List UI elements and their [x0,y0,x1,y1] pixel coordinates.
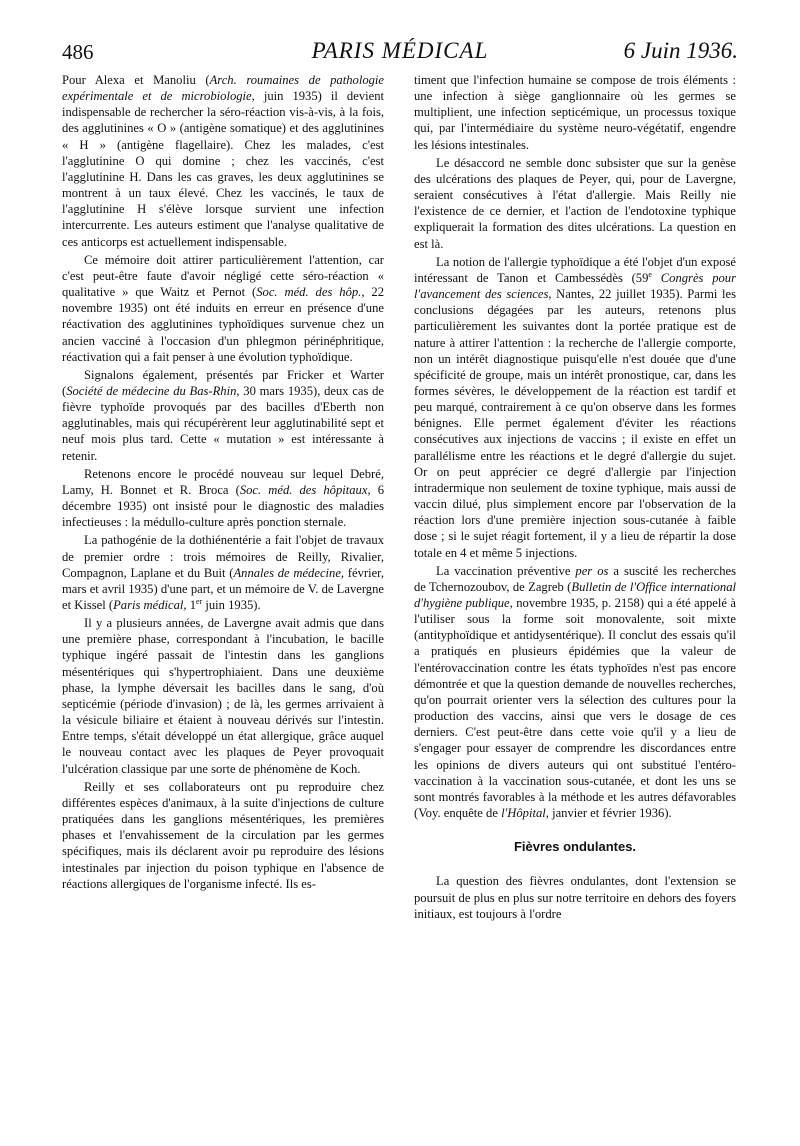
paragraph: La question des fièvres ondulantes, dont l'extension se poursuit de plus en plus sur notre territoire en dehors des foyers initiaux, est toujours à l'ordre [414,874,736,921]
paragraph: Signalons également, présentés par Fricker et Warter (Société de médecine du Bas-Rhin, 30 mars 1935), deux cas de fièvre typhoïde provoqués par des bacilles d'Eberth non agglutinables, mais qui récupérèrent leur agglutinabilité sept et neuf mois plus tard. Cette « mutation » est intéressante à retenir. [62,367,384,463]
running-title: PARIS MÉDICAL [311,38,489,63]
paragraph: timent que l'infection humaine se compose de trois éléments : une infection à siège ganglionnaire où les germes se multiplient, une infection septicémique, un processus toxique qui, par l'intermédiaire du système neuro-végétatif, engendre les lésions intestinales. [414,73,736,152]
left-column [62,72,384,894]
right-column [414,72,736,924]
issue-date: 6 Juin 1936. [623,38,738,63]
paragraph: Reilly et ses collaborateurs ont pu reproduire chez différentes espèces d'animaux, à la suite d'injections de culture pratiquées dans les ganglions mésentériques, les premières phases et l'envahissement de la circulation par les germes spécifiques, mais ils déclarent avoir pu reproduire des lésions intestinales par injection du poison typhique en l'absence de réactions allergiques de l'organisme infecté. Ils es- [62,779,384,891]
page-number: 486 [62,40,94,64]
paragraph: La notion de l'allergie typhoïdique a été l'objet d'un exposé intéressant de Tanon et Cambessédès (59e Congrès pour l'avancement des sciences, Nantes, 22 juillet 1935). Parmi les conclusions dégagées par les auteurs, retenons plus particulièrement les suivantes dont la portée pratique est de nature à attirer l'attention : la recherche de l'allergie comporte, non un intérêt diagnostique puisqu'elle n'est douée que d'une spécificité de groupe, mais un intérêt pronostique, car, dans les formes sévères, le développement de la réaction est tardif et peu marqué, contrairement à ce qu'on observe dans les formes bénignes. Elle permet également d'éviter les réactions consécutives aux injections de vaccins ; il existe en effet un parallélisme entre les réactions et le degré d'allergie du sujet. Or on peut apprécier ce degré d'allergie par l'injection intradermique non seulement de toxine typhique, mais aussi de vaccin dilué, plus simplement encore par l'observation de la réaction lors d'une première injection sous-cutanée à faible dose ; si le sujet réagit fortement, il y a lieu de répartir la dose totale en 4 et même 5 injections. [414,254,736,560]
paragraph: Retenons encore le procédé nouveau sur lequel Debré, Lamy, H. Bonnet et R. Broca (Soc. méd. des hôpitaux, 6 décembre 1935) ont insisté pour le diagnostic des maladies infectieuses : la médullo-culture après ponction sternale. [62,466,384,530]
section-heading: Fièvres ondulantes. [513,839,637,855]
paragraph: Le désaccord ne semble donc subsister que sur la genèse des ulcérations des plaques de Peyer, qui, pour de Lavergne, seraient consécutives à l'état d'allergie. Mais Reilly nie l'existence de ce dernier, et l'action de l'endotoxine typhique expliquerait la formation des dites ulcérations. La question en est là. [414,155,736,251]
page-header [62,38,738,70]
paragraph: Pour Alexa et Manoliu (Arch. roumaines de pathologie expérimentale et de microbiologie, juin 1935) il devient indispensable de rechercher la séro-réaction vis-à-vis, à la fois, des agglutinines « O » (antigène somatique) et des agglutinines « H » (antigène flagellaire). Chez les malades, c'est l'agglutinine O qui domine ; chez les vaccinés, c'est l'agglutinine H. Dans les cas graves, les deux agglutinines se montrent à un taux élevé. Chez les vaccinés, le taux de l'agglutinine H s'élève lorsque survient une infection intercurrente. Les auteurs estiment que l'analyse qualitative de ces anticorps est actuellement indispensable. [62,73,385,249]
paragraph: La vaccination préventive per os a suscité les recherches de Tchernozoubov, de Zagreb (Bulletin de l'Office international d'hygiène publique, novembre 1935, p. 2158) qui a été appelé à l'utiliser sous la forme soit monovalente, soit mixte (antityphoïdique et antidysentérique). Il conclut des essais qu'il a pratiqués en plusieurs épidémies que la valeur de l'entérovaccination contre les états typhoïdes n'est pas encore démontrée et que la question demande de nouvelles recherches, qu'on pourrait orienter vers la sélection des cultures pour la production des vaccins, ainsi que vers le dosage de ces derniers. C'est peut-être dans cette voie qu'il y a lieu de s'engager pour essayer de comprendre les discordances entre les opinions de divers auteurs qui ont substitué l'entéro-vaccination à la vaccination sous-cutanée, et dont les uns se sont montrés favorables à la méthode et les autres défavorables (Voy. enquête de l'Hôpital, janvier et février 1936). [414,563,737,821]
paragraph: Il y a plusieurs années, de Lavergne avait admis que dans une première phase, correspondant à l'incubation, le bacille typhique ingéré passait de l'intestin dans les ganglions mésentériques qui s'hypertrophiaient. Dans une deuxième phase, la lymphe déversait les bacilles dans le sang, d'où septicémie (période d'invasion) ; de là, les germes arrivaient à la vésicule biliaire et étaient à nouveau dérivés sur l'intestin. Entre temps, s'était développé un état allergique, grâce auquel le nouveau contact avec les plaques de Peyer provoquait l'ulcération classique par une sorte de phénomène de Koch. [62,616,384,776]
paragraph: La pathogénie de la dothiénentérie a fait l'objet de travaux de premier ordre : trois mémoires de Reilly, Rivalier, Compagnon, Laplane et du Buit (Annales de médecine, février, mars et avril 1935) d'une part, et un mémoire de V. de Lavergne et Kissel (Paris médical, 1er juin 1935). [62,533,385,612]
paragraph: Ce mémoire doit attirer particulièrement l'attention, car c'est peut-être faute d'avoir négligé cette séro-réaction « qualitative » que Waitz et Pernot (Soc. méd. des hôp., 22 novembre 1935) ont été induits en erreur en présence d'une réactivation des agglutinines typhoïdiques survenue chez un ancien vacciné à l'occasion d'un phlegmon périnéphritique, réactivation qui a fait penser à une évolution typhoïdique. [62,252,385,364]
